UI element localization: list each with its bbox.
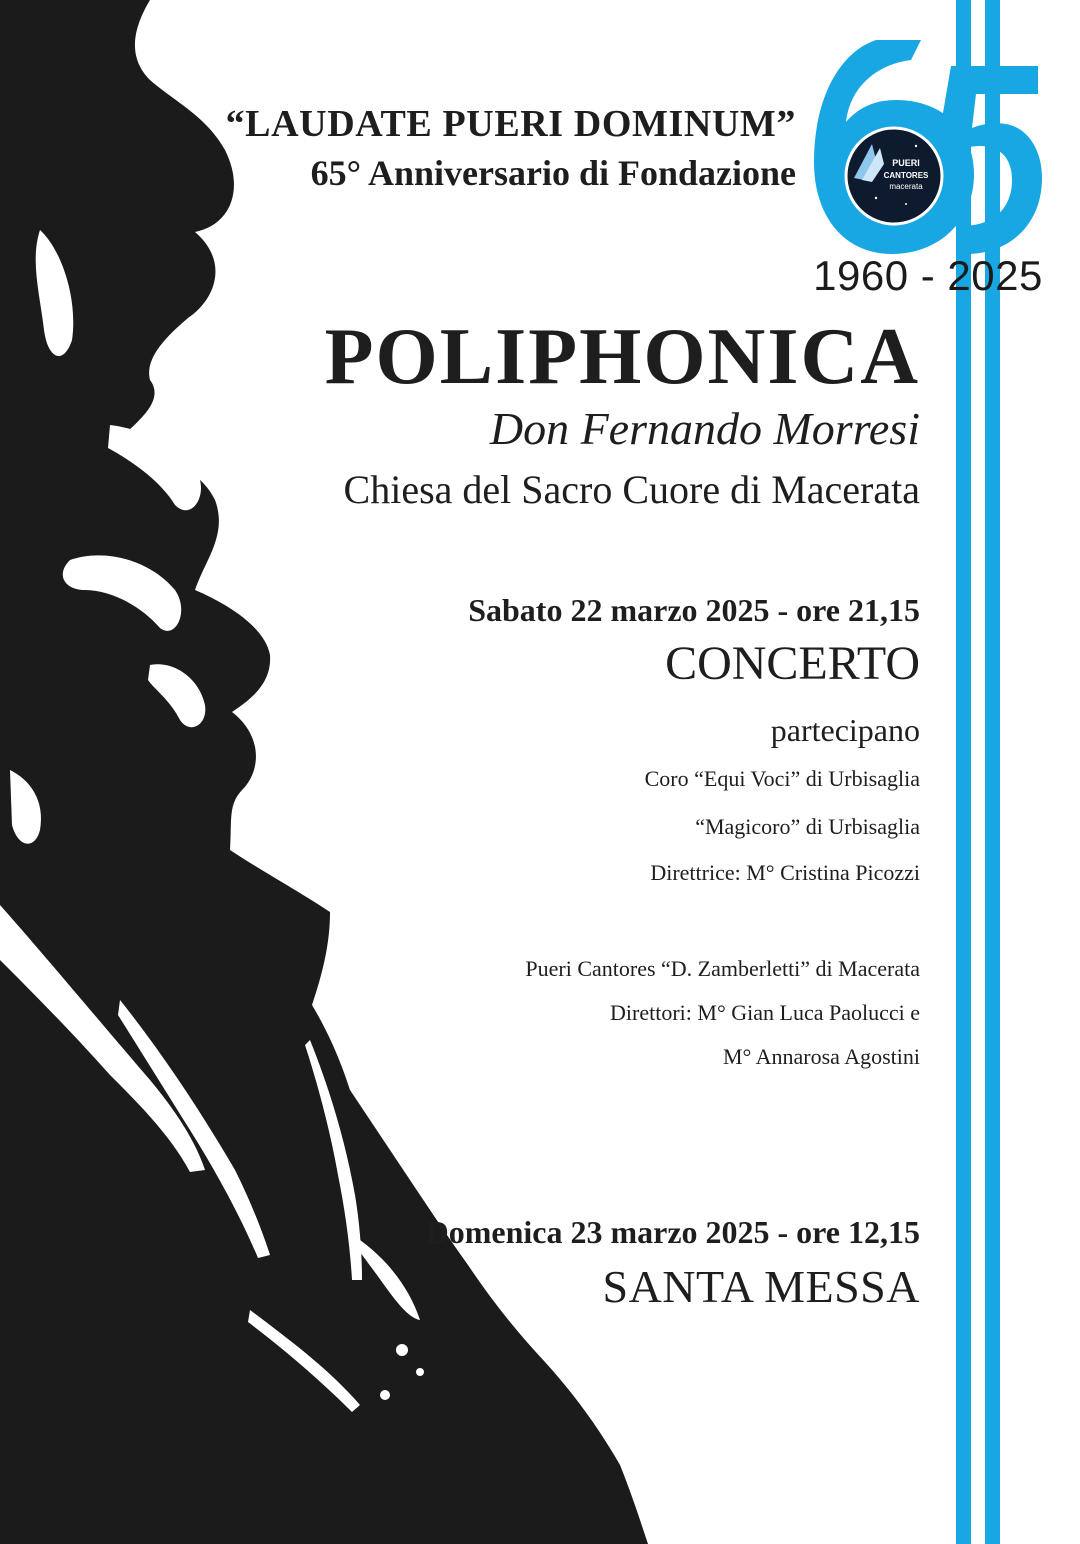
event-subtitle: Don Fernando Morresi bbox=[489, 403, 920, 454]
logo-badge-line-1: PUERI bbox=[892, 158, 920, 168]
participant-line: Coro “Equi Voci” di Urbisaglia bbox=[644, 766, 920, 791]
participants-heading: partecipano bbox=[770, 712, 920, 748]
event-venue: Chiesa del Sacro Cuore di Macerata bbox=[343, 467, 920, 512]
anniversary-title: 65° Anniversario di Fondazione bbox=[310, 153, 796, 193]
saturday-title: CONCERTO bbox=[665, 637, 920, 690]
motto-title: “LAUDATE PUERI DOMINUM” bbox=[225, 103, 796, 145]
participant-line: Pueri Cantores “D. Zamberletti” di Macerata bbox=[525, 956, 920, 981]
sixty-five-logo-icon bbox=[806, 28, 1046, 260]
participant-line: Direttori: M° Gian Luca Paolucci e bbox=[610, 1000, 920, 1025]
logo-years: 1960 - 2025 bbox=[813, 252, 1043, 299]
participant-line: M° Annarosa Agostini bbox=[722, 1044, 920, 1069]
sunday-date: Domenica 23 marzo 2025 - ore 12,15 bbox=[425, 1214, 920, 1250]
logo-badge-line-2: CANTORES bbox=[883, 171, 929, 180]
participant-line: Direttrice: M° Cristina Picozzi bbox=[650, 860, 920, 885]
logo-badge-line-3: macerata bbox=[889, 182, 923, 191]
participant-line: “Magicoro” di Urbisaglia bbox=[695, 814, 920, 839]
event-title: POLIPHONICA bbox=[324, 313, 920, 401]
sunday-title: SANTA MESSA bbox=[602, 1261, 920, 1312]
saturday-date: Sabato 22 marzo 2025 - ore 21,15 bbox=[468, 592, 920, 628]
anniversary-logo bbox=[806, 28, 1046, 260]
